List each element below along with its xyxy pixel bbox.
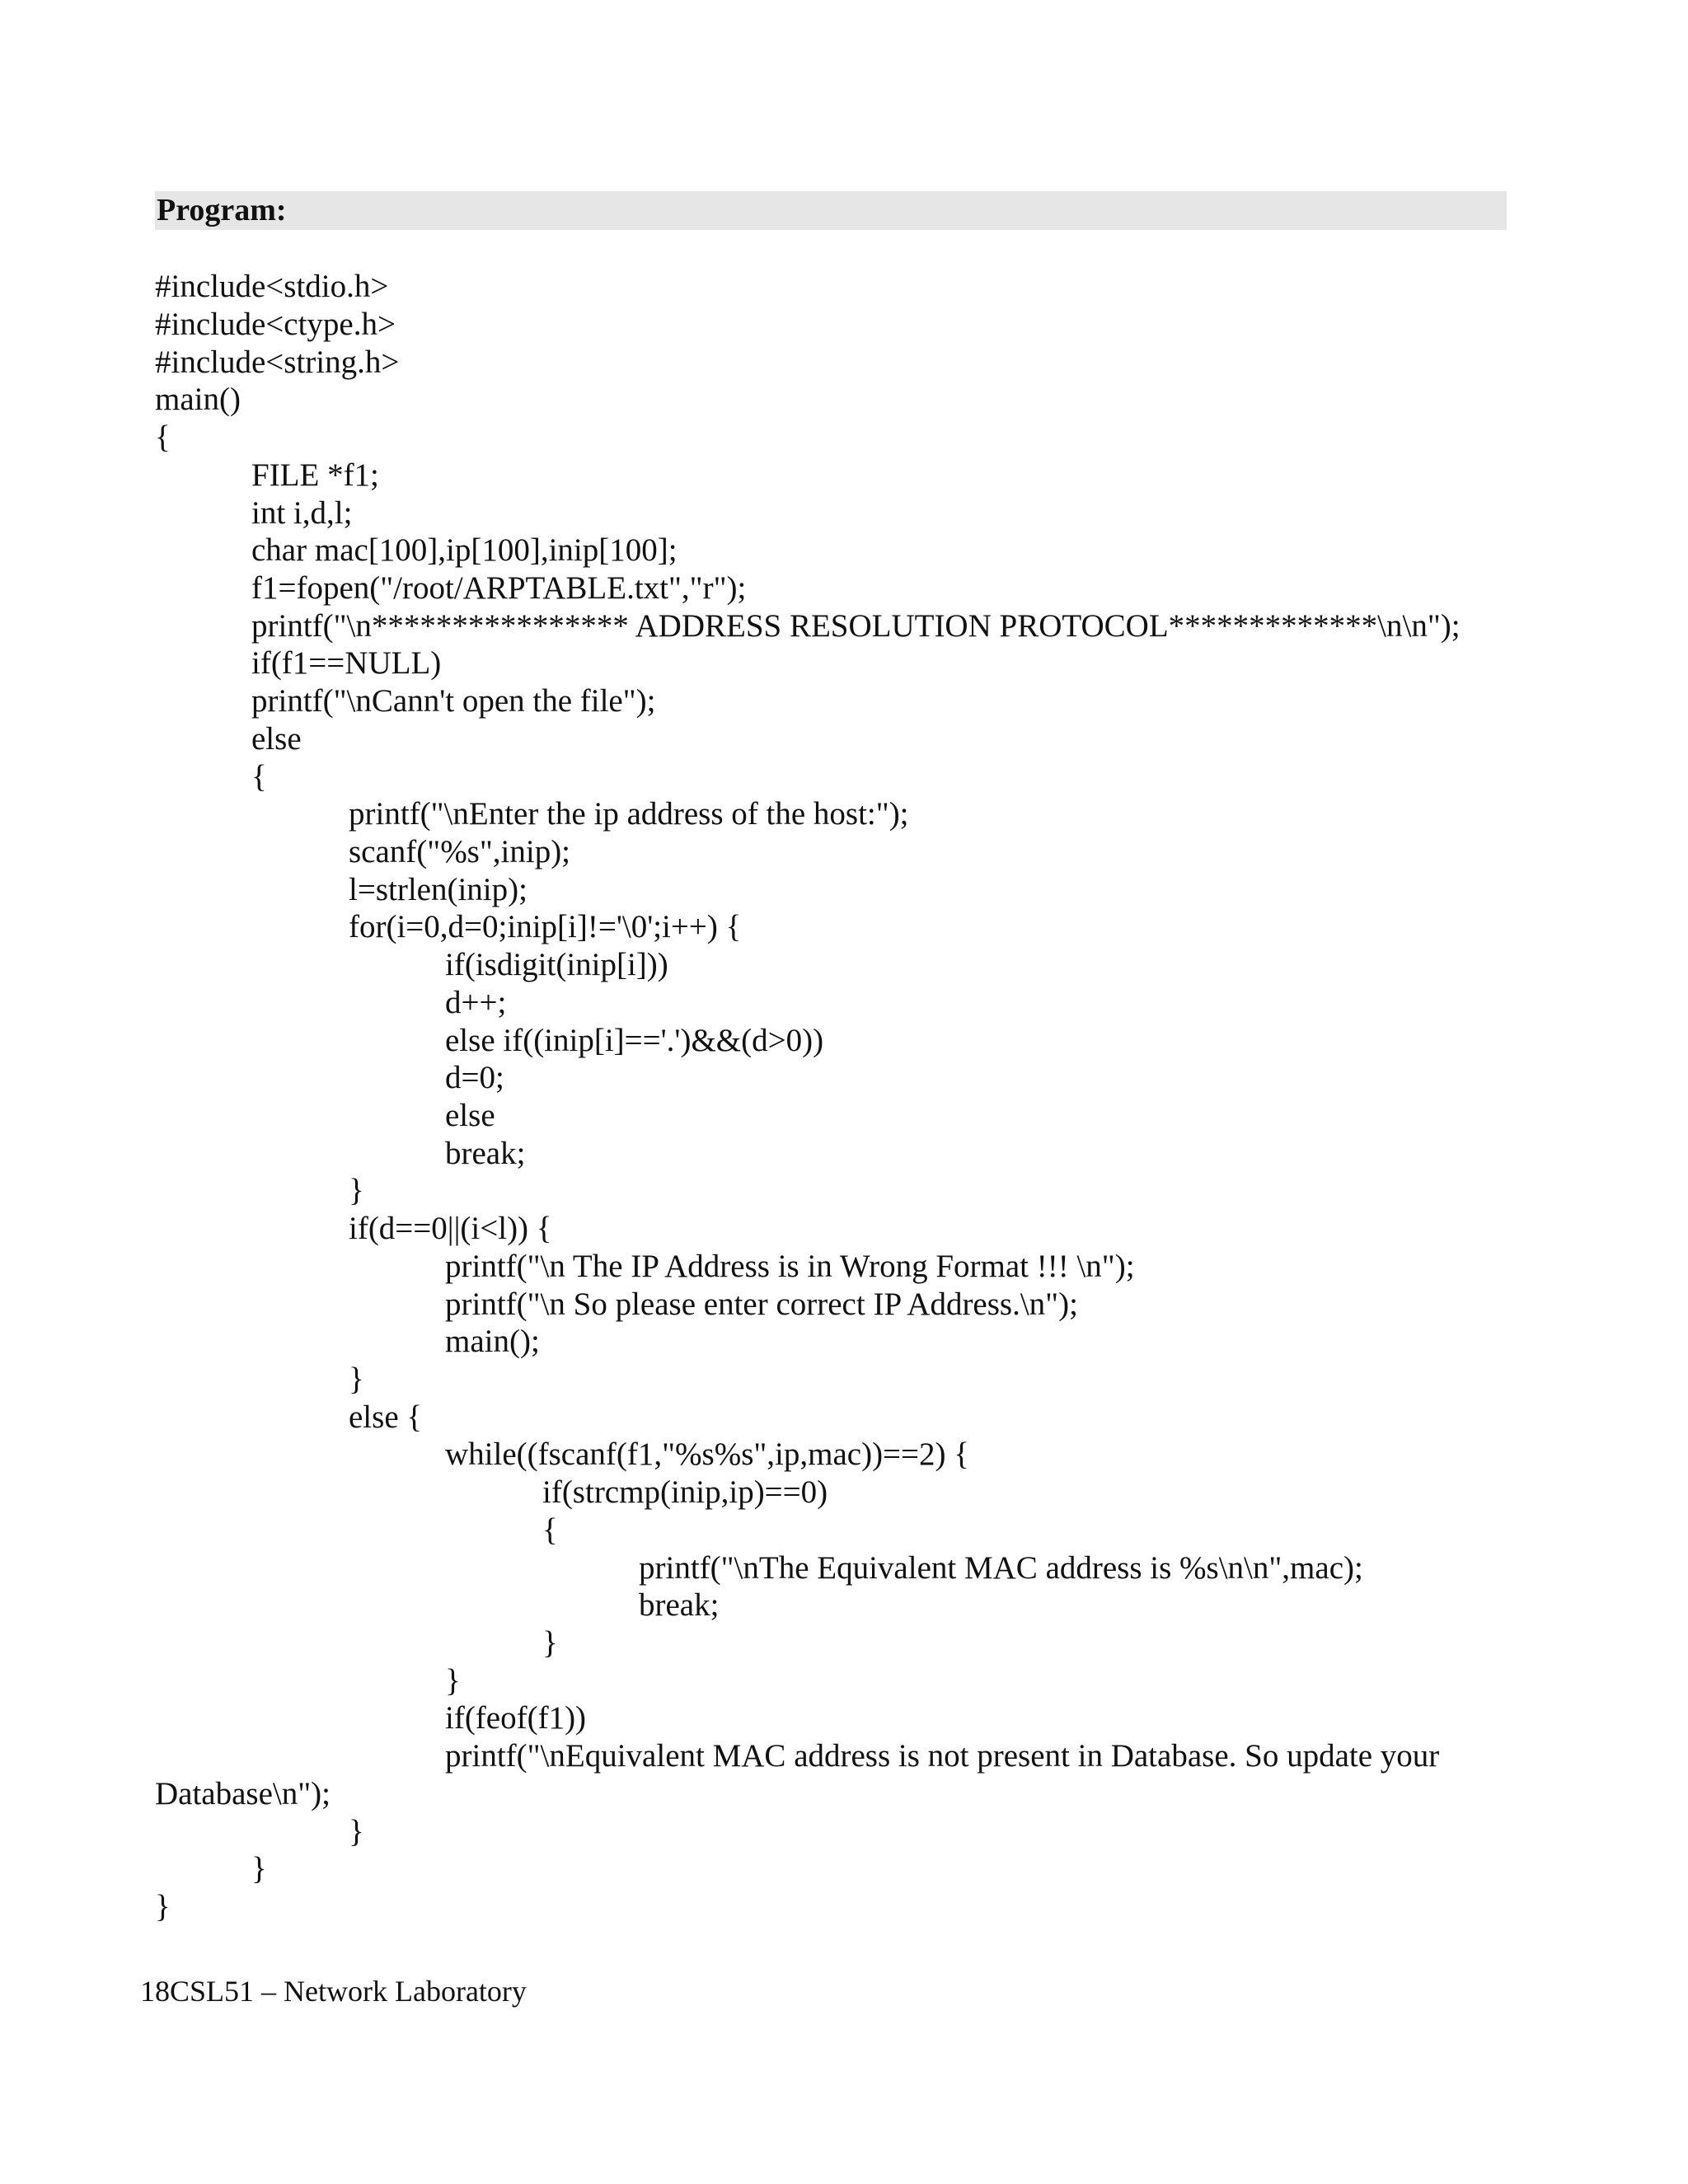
code-line: printf("\n So please enter correct IP Address.\n"); (445, 1286, 1078, 1322)
code-line: printf("\nEquivalent MAC address is not present in Database. So update your (445, 1738, 1440, 1774)
code-line: for(i=0,d=0;inip[i]!='\0';i++) { (349, 909, 742, 944)
code-line: else (251, 721, 302, 757)
code-line: else { (349, 1399, 423, 1435)
code-line: while((fscanf(f1,"%s%s",ip,mac))==2) { (445, 1436, 969, 1472)
code-line: FILE *f1; (251, 457, 379, 493)
code-line: printf("\nEnter the ip address of the host:"); (349, 796, 909, 832)
code-line: printf("\n**************** ADDRESS RESOLUTION PROTOCOL*************\n\n"); (251, 608, 1461, 644)
code-line: { (542, 1512, 558, 1548)
code-line: printf("\nCann't open the file"); (251, 683, 656, 719)
code-line: #include<ctype.h> (155, 307, 396, 342)
code-line: d++; (445, 985, 507, 1020)
code-line: f1=fopen("/root/ARPTABLE.txt","r"); (251, 570, 747, 606)
heading-bar (155, 191, 1507, 230)
code-line: printf("\nThe Equivalent MAC address is %s\n\n",mac); (639, 1550, 1363, 1586)
code-line: { (251, 759, 267, 794)
page-footer: 18CSL51 – Network Laboratory (140, 1975, 527, 2008)
code-line: #include<string.h> (155, 344, 400, 380)
code-line: int i,d,l; (251, 495, 353, 531)
program-heading: Program: (157, 193, 287, 227)
code-line: else if((inip[i]=='.')&&(d>0)) (445, 1023, 824, 1058)
code-line: if(d==0||(i<l)) { (349, 1211, 552, 1246)
code-line: } (349, 1173, 364, 1208)
code-line: } (445, 1663, 461, 1699)
code-line: if(f1==NULL) (251, 645, 442, 681)
code-line: if(feof(f1)) (445, 1700, 587, 1736)
code-line: } (251, 1851, 267, 1886)
code-line: d=0; (445, 1060, 504, 1095)
code-line: #include<stdio.h> (155, 269, 389, 304)
code-line: if(strcmp(inip,ip)==0) (542, 1474, 828, 1510)
code-line: } (349, 1361, 364, 1397)
code-line: else (445, 1098, 495, 1133)
code-line: scanf("%s",inip); (349, 834, 571, 869)
code-line: break; (445, 1136, 526, 1171)
code-line: main() (155, 382, 241, 417)
code-line: } (542, 1625, 558, 1661)
code-line: l=strlen(inip); (349, 872, 528, 907)
code-line: char mac[100],ip[100],inip[100]; (251, 532, 678, 568)
code-line: Database\n"); (155, 1776, 331, 1811)
code-line: printf("\n The IP Address is in Wrong Format !!! \n"); (445, 1249, 1135, 1284)
code-line: { (155, 419, 171, 455)
code-line: break; (639, 1587, 720, 1623)
code-line: } (349, 1814, 364, 1849)
code-line: main(); (445, 1324, 540, 1359)
code-line: if(isdigit(inip[i])) (445, 947, 668, 982)
code-line: } (155, 1889, 171, 1924)
